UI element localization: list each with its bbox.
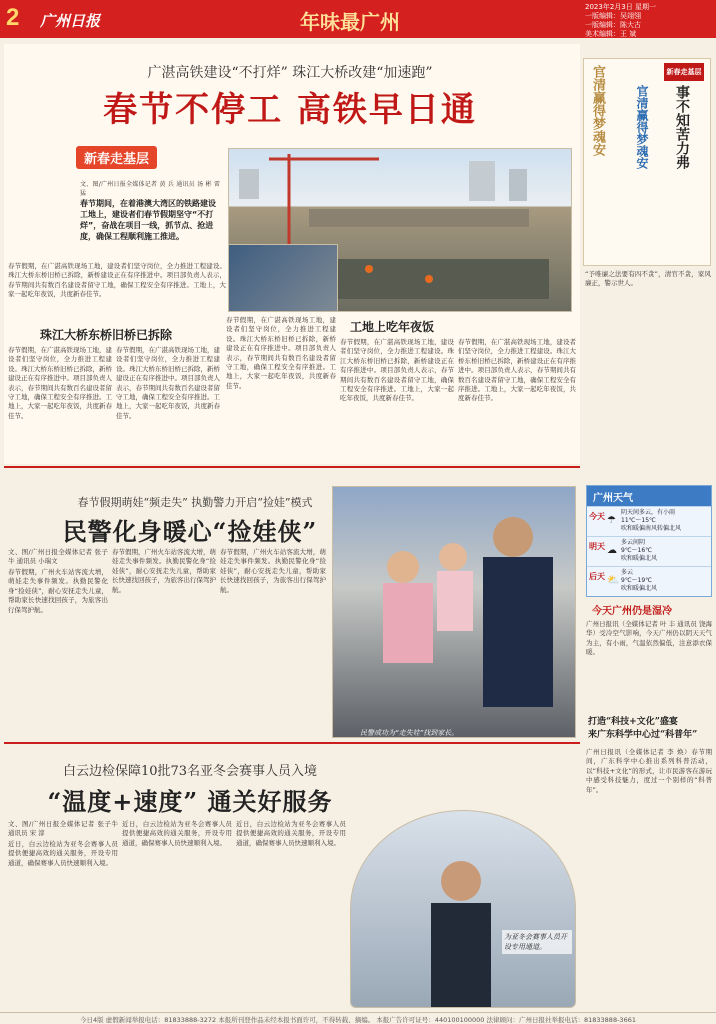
meta-line: 一版编辑：吴翊翎 [585,12,641,20]
story2-col1: 春节假期，广州火车站客流大增，萌娃走失事件频发。执勤民警化身“捡娃侠”，耐心安抚走失儿童，帮助家长快速找回孩子，为旅客出行保驾护航。 [8,568,108,614]
story3-body: 广州日报讯（全媒体记者 李 焕）春节期间，广东科学中心推出系列科普活动，以“科技+文化”的形式，让市民游客在游玩中感受科技魅力，度过一个别样的“科普年”。 [586,748,712,794]
story1-col3: 春节假期，在广湛高铁现场工地，建设者们坚守岗位，全力推进工程建设。珠江大桥东桥旧桥已拆除，新桥建设正在有序推进中。项目部负责人表示，春节期间共有数百名建设者留守工地，确保工程安全有序推进。工地上，大家一起吃年夜饭，共度新春佳节。 [226,316,336,390]
weather-headline: 今天广州仍是湿冷 [592,606,672,617]
sidebar-text: “予唯廉之法要有四不贪”，清官不贪，家风廉正，警示世人。 [585,270,711,288]
cloud-icon: ☁ [607,545,617,556]
story2-col2: 春节假期，广州火车站客流大增，萌娃走失事件频发。执勤民警化身“捡娃侠”，耐心安抚走失儿童，帮助家长快速找回孩子，为旅客出行保驾护航。 [112,548,216,594]
page-footer: 今日4版 虚假新闻举报电话：81833888-3272 本报所刊登作品未经本报书面许可，不得转载、摘编。 本报广告许可证号：440100100000 法律顾问：广州日报社举报电话：81833888-3661 [0,1012,716,1024]
sidebar-tag: 新春走基层 [664,63,704,81]
sun-cloud-icon: ⛅ [607,575,620,586]
border-officer-photo [350,810,576,1008]
divider [4,466,580,468]
story1-col5: 春节假期，在广湛高铁现场工地，建设者们坚守岗位，全力推进工程建设。珠江大桥东桥旧桥已拆除，新桥建设正在有序推进中。项目部负责人表示，春节期间共有数百名建设者留守工地，确保工程安全有序推进。工地上，大家一起吃年夜饭，共度新春佳节。 [458,338,576,403]
story2-byline: 文、图/广州日报全媒体记者 张子牛 通讯员 小瑞文 [8,548,108,566]
story4-col1: 近日，白云边检站为亚冬会赛事人员提供便捷高效的通关服务，开设专用通道，确保赛事人员快速顺利入境。 [8,840,118,867]
meta-line: 美术编辑：王 斌 [585,30,637,38]
story4-col2: 近日，白云边检站为亚冬会赛事人员提供便捷高效的通关服务，开设专用通道，确保赛事人员快速顺利入境。 [122,820,232,847]
weather-row [587,536,711,566]
sidebar-slogan: 官清赢得梦魂安 [635,85,649,169]
weather-row [587,566,711,596]
section-title: 年味最广州 [300,10,400,34]
story1-byline: 文、图/广州日报全媒体记者 黄 兵 通讯员 汤 彬 雷 猛 [80,181,220,198]
police-photo [332,486,576,738]
weather-day: 今天 [589,512,605,521]
weather-title: 广州天气 [587,486,711,506]
story1-badge: 新春走基层 [76,146,157,169]
weather-body: 广州日报讯（全媒体记者 叶 丰 通讯员 饶海华）受冷空气影响，今天广州仍以阴天天气为主，有小雨，气温依然偏低，注意添衣保暖。 [586,620,712,657]
story2-kicker: 春节假期萌娃“频走失” 执勤警力开启“捡娃”模式 [77,496,313,509]
story1-col1: 春节假期，在广湛高铁现场工地，建设者们坚守岗位，全力推进工程建设。珠江大桥东桥旧桥已拆除，新桥建设正在有序推进中。项目部负责人表示，春节期间共有数百名建设者留守工地，确保工程安全有序推进。工地上，大家一起吃年夜饭，共度新春佳节。 [8,346,112,420]
edition-meta [585,3,656,39]
story4-kicker: 白云边检保障10批73名亚冬会赛事人员入境 [62,764,318,779]
story4-photo-caption: 为亚冬会赛事人员开设专用通道。 [502,930,572,954]
weather-text: 多云间阴 9℃～16℃ 吹和暖偏北风 [621,539,658,562]
police-illustration [333,487,576,738]
story4-headline: “温度+速度” 通关好服务 [47,787,333,816]
story1-headline: 春节不停工 高铁早日通 [103,90,477,130]
story1-lead: 春节期间，在着港澳大湾区的铁路建设工地上，建设者们春节假期坚守“不打烊”，奋战在项目一线，抓节点、抢进度，确保工程顺利施工推进。 [80,199,216,241]
weather-row [587,506,711,536]
divider [4,742,580,744]
story1-intro: 春节假期，在广湛高铁现场工地，建设者们坚守岗位，全力推进工程建设。珠江大桥东桥旧桥已拆除，新桥建设正在有序推进中。项目部负责人表示，春节期间共有数百名建设者留守工地，确保工程安全有序推进。工地上，大家一起吃年夜饭，共度新春佳节。 [8,262,226,299]
cloud-rain-icon: ☂ [607,515,616,526]
meta-line: 2023年2月3日 星期一 [585,3,656,11]
story1-kicker: 广湛高铁建设“不打烊” 珠江大桥改建“加速跑” [147,65,433,81]
meta-line: 一版编辑：陈大古 [585,21,641,29]
story2-photo-caption: 民警成功为“走失娃”找到家长。 [360,729,459,737]
story1-col2: 春节假期，在广湛高铁现场工地，建设者们坚守岗位，全力推进工程建设。珠江大桥东桥旧桥已拆除，新桥建设正在有序推进中。项目部负责人表示，春节期间共有数百名建设者留守工地，确保工程安全有序推进。工地上，大家一起吃年夜饭，共度新春佳节。 [116,346,220,420]
weather-day: 明天 [589,542,605,551]
paper-name: 广州日报 [40,12,101,30]
officer-illustration [351,811,576,1008]
sidebar-headline: 事不知苦力弗 [674,85,690,169]
workers-photo [228,244,338,312]
story1-col4: 春节假期，在广湛高铁现场工地，建设者们坚守岗位，全力推进工程建设。珠江大桥东桥旧桥已拆除，新桥建设正在有序推进中。项目部负责人表示，春节期间共有数百名建设者留守工地，确保工程安全有序推进。工地上，大家一起吃年夜饭，共度新春佳节。 [340,338,454,403]
story3-headline: 打造“科技+文化”盛宴 来广东科学中心过“科普年” [588,717,698,740]
weather-day: 后天 [589,572,605,581]
weather-text: 阴天间多云，有小雨 11℃～15℃ 吹和暖偏南风转偏北风 [621,509,682,532]
sidebar-calligraphy: 官清赢得梦魂安 [590,65,605,156]
weather-text: 多云 9℃～19℃ 吹和暖偏北风 [621,569,658,592]
story2-headline: 民警化身暖心“捡娃侠” [62,517,318,546]
page-header [0,0,716,38]
story1-subhead: 珠江大桥东桥旧桥已拆除 [40,328,173,342]
page-number: 2 [6,4,20,31]
weather-box [586,485,712,597]
story4-byline: 文、图/广州日报全媒体记者 张子牛 通讯员 宋 淳 [8,820,118,838]
story2-col3: 春节假期，广州火车站客流大增，萌娃走失事件频发。执勤民警化身“捡娃侠”，耐心安抚走失儿童，帮助家长快速找回孩子，为旅客出行保驾护航。 [220,548,326,594]
story4-col3: 近日，白云边检站为亚冬会赛事人员提供便捷高效的通关服务，开设专用通道，确保赛事人员快速顺利入境。 [236,820,346,847]
photo2-caption: 工地上吃年夜饭 [350,320,435,334]
sidebar-box [583,58,711,266]
